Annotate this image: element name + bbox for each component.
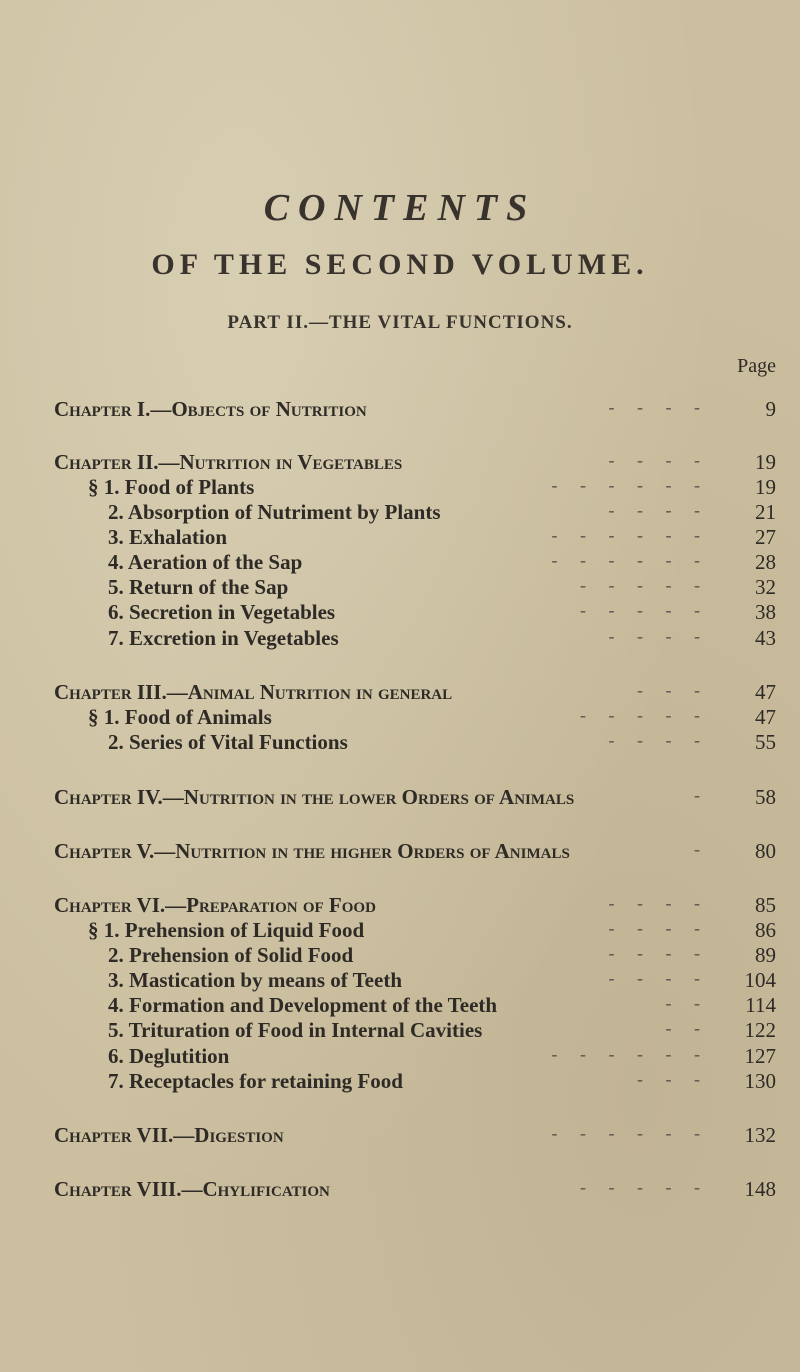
dot-leaders: - - - - (608, 397, 700, 417)
page-number: 19 (755, 475, 776, 499)
section-title: 7. Excretion in Vegetables (108, 626, 339, 650)
dot-leaders: - (694, 839, 700, 859)
dot-leaders: - (694, 785, 700, 805)
page-number: 130 (744, 1069, 776, 1093)
dot-leaders: - - (665, 1018, 700, 1038)
section-title: 3. Mastication by means of Teeth (108, 968, 402, 992)
toc-entry (0, 705, 800, 731)
chapter-title: Chapter VI.—Preparation of Food (54, 893, 376, 917)
page-number: 86 (755, 918, 776, 942)
section-title: § 1. Prehension of Liquid Food (88, 918, 365, 942)
chapter-title: Chapter I.—Objects of Nutrition (54, 397, 367, 421)
page-number: 122 (744, 1018, 776, 1042)
chapter-title: Chapter VII.—Digestion (54, 1123, 284, 1147)
page-number: 55 (755, 730, 776, 754)
toc-entry (0, 943, 800, 969)
toc-entry (0, 680, 800, 706)
toc-entry (0, 839, 800, 865)
section-title: 5. Trituration of Food in Internal Cavities (108, 1018, 483, 1042)
section-title: § 1. Food of Plants (88, 475, 255, 499)
section-title: 2. Series of Vital Functions (108, 730, 348, 754)
toc-entry (0, 550, 800, 576)
page-column-label: Page (737, 355, 776, 377)
section-title: 4. Aeration of the Sap (108, 550, 303, 574)
dot-leaders: - - - - - (580, 600, 700, 620)
page-number: 148 (744, 1177, 776, 1201)
page-number: 58 (755, 785, 776, 809)
page-number: 114 (745, 993, 776, 1017)
dot-leaders: - - - - - (580, 1177, 700, 1197)
volume-subtitle: OF THE SECOND VOLUME. (151, 248, 649, 281)
dot-leaders: - - - - (608, 730, 700, 750)
section-title: 5. Return of the Sap (108, 575, 289, 599)
section-title: § 1. Food of Animals (88, 705, 272, 729)
page-number: 32 (755, 575, 776, 599)
page-number: 27 (755, 525, 776, 549)
chapter-title: Chapter II.—Nutrition in Vegetables (54, 450, 403, 474)
dot-leaders: - - - - (608, 626, 700, 646)
toc-entry (0, 626, 800, 652)
page-number: 43 (755, 626, 776, 650)
toc-entry (0, 993, 800, 1019)
dot-leaders: - - - - - - (551, 1044, 700, 1064)
page-number: 85 (755, 893, 776, 917)
toc-entry (0, 475, 800, 501)
page-number: 89 (755, 943, 776, 967)
contents-title: CONTENTS (263, 187, 537, 229)
page-number: 104 (744, 968, 776, 992)
toc-entry (0, 730, 800, 756)
toc-entry (0, 525, 800, 551)
section-title: 6. Deglutition (108, 1044, 230, 1068)
dot-leaders: - - (665, 993, 700, 1013)
page-number: 28 (755, 550, 776, 574)
toc-entry (0, 893, 800, 919)
page-number: 47 (755, 705, 776, 729)
toc-entry (0, 968, 800, 994)
dot-leaders: - - - (637, 680, 700, 700)
chapter-title: Chapter VIII.—Chylification (54, 1177, 330, 1201)
page-number: 127 (744, 1044, 776, 1068)
toc-entry (0, 1069, 800, 1095)
dot-leaders: - - - - - (580, 575, 700, 595)
page-number: 9 (765, 397, 776, 421)
toc-entry (0, 1018, 800, 1044)
page-number: 19 (755, 450, 776, 474)
page-number: 132 (744, 1123, 776, 1147)
section-title: 3. Exhalation (108, 525, 228, 549)
dot-leaders: - - - - - - (551, 475, 700, 495)
toc-entry (0, 1044, 800, 1070)
dot-leaders: - - - - - (580, 705, 700, 725)
page-number: 47 (755, 680, 776, 704)
dot-leaders: - - - - (608, 943, 700, 963)
toc-entry (0, 397, 800, 423)
section-title: 6. Secretion in Vegetables (108, 600, 336, 624)
dot-leaders: - - - - (608, 893, 700, 913)
toc-entry (0, 450, 800, 476)
section-title: 2. Absorption of Nutriment by Plants (108, 500, 441, 524)
page-number: 38 (755, 600, 776, 624)
dot-leaders: - - - - (608, 918, 700, 938)
dot-leaders: - - - - (608, 500, 700, 520)
section-title: 2. Prehension of Solid Food (108, 943, 354, 967)
dot-leaders: - - - - - - (551, 525, 700, 545)
toc-entry (0, 918, 800, 944)
section-title: 7. Receptacles for retaining Food (108, 1069, 403, 1093)
chapter-title: Chapter V.—Nutrition in the higher Orders of Animals (54, 839, 570, 863)
toc-entry (0, 785, 800, 811)
dot-leaders: - - - - - - (551, 550, 700, 570)
page-number: 21 (755, 500, 776, 524)
chapter-title: Chapter III.—Animal Nutrition in general (54, 680, 453, 704)
section-title: 4. Formation and Development of the Teeth (108, 993, 498, 1017)
toc-entry (0, 600, 800, 626)
toc-entry (0, 500, 800, 526)
toc-entry (0, 1123, 800, 1149)
dot-leaders: - - - (637, 1069, 700, 1089)
toc-entry (0, 575, 800, 601)
page-number: 80 (755, 839, 776, 863)
part-heading: PART II.—THE VITAL FUNCTIONS. (227, 312, 573, 333)
chapter-title: Chapter IV.—Nutrition in the lower Orders of Animals (54, 785, 575, 809)
dot-leaders: - - - - (608, 450, 700, 470)
dot-leaders: - - - - (608, 968, 700, 988)
toc-entry (0, 1177, 800, 1203)
dot-leaders: - - - - - - (551, 1123, 700, 1143)
